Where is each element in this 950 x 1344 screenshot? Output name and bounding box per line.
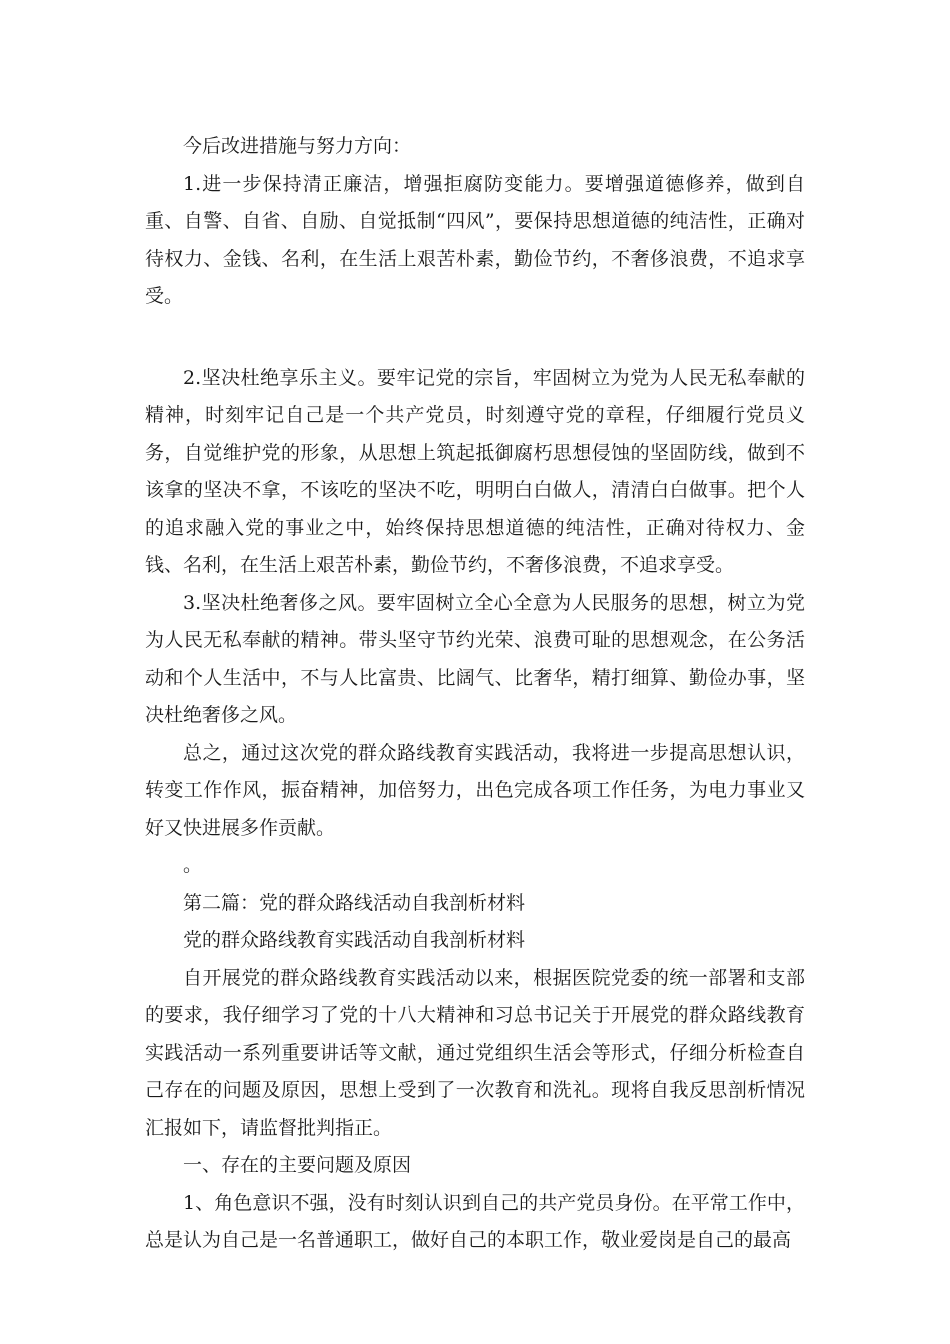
paragraph-gap <box>145 316 805 360</box>
paragraph-conclusion: 总之，通过这次党的群众路线教育实践活动，我将进一步提高思想认识，转变工作作风，振奋精神，加倍努力，出色完成各项工作任务，为电力事业又好又快进展多作贡献。 <box>145 741 805 839</box>
paragraph-measure-3: 3.坚决杜绝奢侈之风。要牢固树立全心全意为人民服务的思想，树立为党为人民无私奉献的精神。带头坚守节约光荣、浪费可耻的思想观念，在公务活动和个人生活中，不与人比富贵、比阔气、比奢华，精打细算、勤俭办事，坚决杜绝奢侈之风。 <box>145 591 805 726</box>
paragraph-measure-1: 1.进一步保持清正廉洁，增强拒腐防变能力。要增强道德修养，做到自重、自警、自省、自励、自觉抵制“四风”，要保持思想道德的纯洁性，正确对待权力、金钱、名利，在生活上艰苦朴素，勤俭节约，不奢侈浪费，不追求享受。 <box>145 172 805 307</box>
document-body <box>145 128 805 1260</box>
paragraph-introduction: 自开展党的群众路线教育实践活动以来，根据医院党委的统一部署和支部的要求，我仔细学习了党的十八大精神和习总书记关于开展党的群众路线教育实践活动一系列重要讲话等文献，通过党组织生活会等形式，仔细分析检查自己存在的问题及原因，思想上受到了一次教育和洗礼。现将自我反思剖析情况汇报如下，请监督批判指正。 <box>145 966 805 1139</box>
section-title-part-two: 第二篇：党的群众路线活动自我剖析材料 <box>183 891 526 914</box>
section-heading-problems: 一、存在的主要问题及原因 <box>183 1154 412 1176</box>
material-title: 党的群众路线教育实践活动自我剖析材料 <box>183 929 526 951</box>
section-heading-improvement: 今后改进措施与努力方向： <box>183 135 412 157</box>
paragraph-problem-1: 1、角色意识不强，没有时刻认识到自己的共产党员身份。在平常工作中，总是认为自己是一名普通职工，做好自己的本职工作，敬业爱岗是自己的最高 <box>145 1191 805 1251</box>
paragraph-period: 。 <box>183 854 203 876</box>
paragraph-measure-2: 2.坚决杜绝享乐主义。要牢记党的宗旨，牢固树立为党为人民无私奉献的精神，时刻牢记自己是一个共产党员，时刻遵守党的章程，仔细履行党员义务，自觉维护党的形象，从思想上筑起抵御腐朽思想侵蚀的坚固防线，做到不该拿的坚决不拿，不该吃的坚决不吃，明明白白做人，清清白白做事。把个人的追求融入党的事业之中，始终保持思想道德的纯洁性，正确对待权力、金钱、名利，在生活上艰苦朴素，勤俭节约，不奢侈浪费，不追求享受。 <box>145 366 805 576</box>
